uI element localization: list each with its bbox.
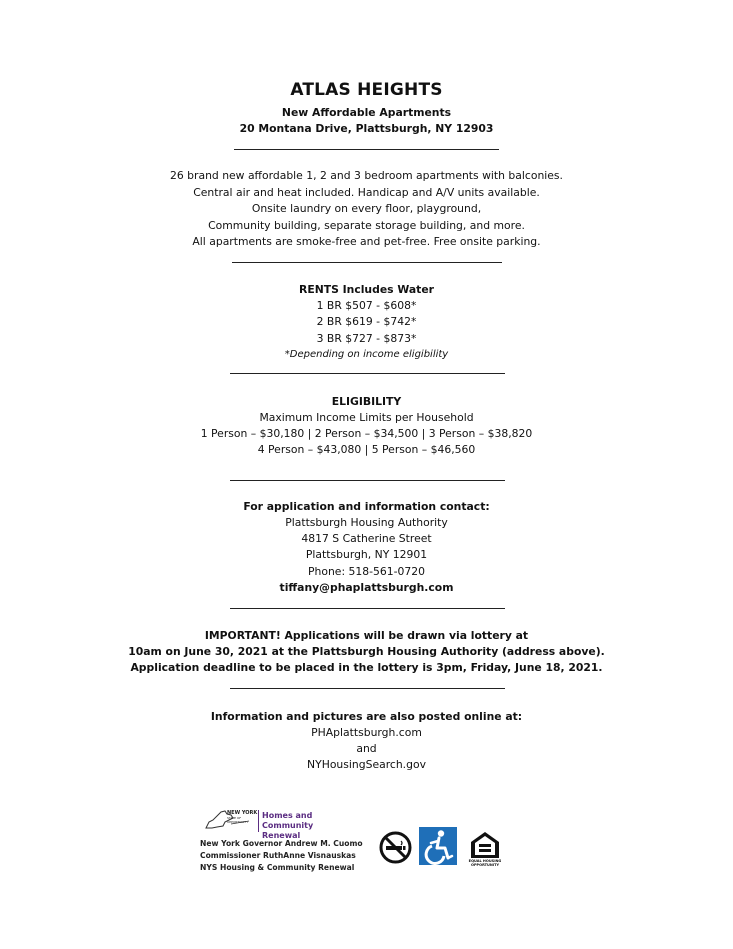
description-line: Community building, separate storage building, and more. (208, 219, 525, 232)
important-line: 10am on June 30, 2021 at the Plattsburgh Housing Authority (address above). (128, 645, 605, 658)
income-limits-line: 4 Person – $43,080 | 5 Person – $46,560 (257, 443, 476, 456)
divider (230, 480, 505, 481)
contact-heading: For application and information contact: (243, 500, 490, 513)
subtitle: New Affordable Apartments (281, 106, 452, 119)
divider (234, 149, 499, 150)
accessibility-icon (419, 827, 457, 865)
rent-item: 2 BR $619 - $742* (316, 315, 417, 328)
property-address: 20 Montana Drive, Plattsburgh, NY 12903 (239, 122, 494, 135)
contact-city: Plattsburgh, NY 12901 (305, 548, 428, 561)
logo-agency-line1: Homes and (262, 811, 313, 820)
commissioner-text: Commissioner RuthAnne Visnauskas (200, 851, 356, 860)
contact-org: Plattsburgh Housing Authority (285, 516, 448, 529)
important-line: IMPORTANT! Applications will be drawn via lottery at (204, 629, 529, 642)
rents-heading: RENTS Includes Water (299, 283, 434, 296)
divider (232, 262, 502, 263)
important-line: Application deadline to be placed in the lottery is 3pm, Friday, June 18, 2021. (130, 661, 603, 674)
divider (230, 608, 505, 609)
hcr-logo (203, 808, 353, 840)
divider (230, 373, 505, 374)
description-line: Central air and heat included. Handicap and A/V units available. (193, 186, 540, 199)
and-text: and (356, 742, 377, 755)
logo-state-text: NEW YORK (227, 810, 258, 816)
online-heading: Information and pictures are also posted online at: (210, 710, 523, 723)
website-link[interactable]: NYHousingSearch.gov (307, 758, 426, 771)
income-limits-line: 1 Person – $30,180 | 2 Person – $34,500 | 3 Person – $38,820 (200, 427, 533, 440)
contact-phone: Phone: 518-561-0720 (308, 565, 425, 578)
eho-text: OPPORTUNITY (470, 863, 499, 867)
contact-street: 4817 S Catherine Street (301, 532, 432, 545)
description-line: All apartments are smoke-free and pet-free. Free onsite parking. (192, 235, 541, 248)
no-smoking-icon (379, 831, 412, 864)
governor-text: New York Governor Andrew M. Cuomo (200, 839, 363, 848)
divider (230, 688, 505, 689)
eho-text: EQUAL HOUSING (468, 859, 502, 863)
website-link[interactable]: PHAplattsburgh.com (311, 726, 422, 739)
equal-housing-icon (468, 830, 502, 870)
description-line: 26 brand new affordable 1, 2 and 3 bedroom apartments with balconies. (169, 169, 563, 182)
contact-email[interactable]: tiffany@phaplattsburgh.com (279, 581, 454, 594)
logo-sub-text: STATE OF OPPORTUNITY (227, 816, 249, 824)
eligibility-heading: ELIGIBILITY (331, 395, 402, 408)
logo-agency-line2: Community Renewal (262, 821, 314, 840)
eligibility-subheading: Maximum Income Limits per Household (259, 411, 474, 424)
rent-item: 1 BR $507 - $608* (316, 299, 417, 312)
rent-item: 3 BR $727 - $873* (316, 332, 417, 345)
agency-text: NYS Housing & Community Renewal (200, 863, 355, 872)
logo-separator (258, 810, 259, 832)
page-title: ATLAS HEIGHTS (290, 80, 443, 100)
rents-note: *Depending on income eligibility (284, 349, 449, 360)
description-line: Onsite laundry on every floor, playground, (251, 202, 482, 215)
